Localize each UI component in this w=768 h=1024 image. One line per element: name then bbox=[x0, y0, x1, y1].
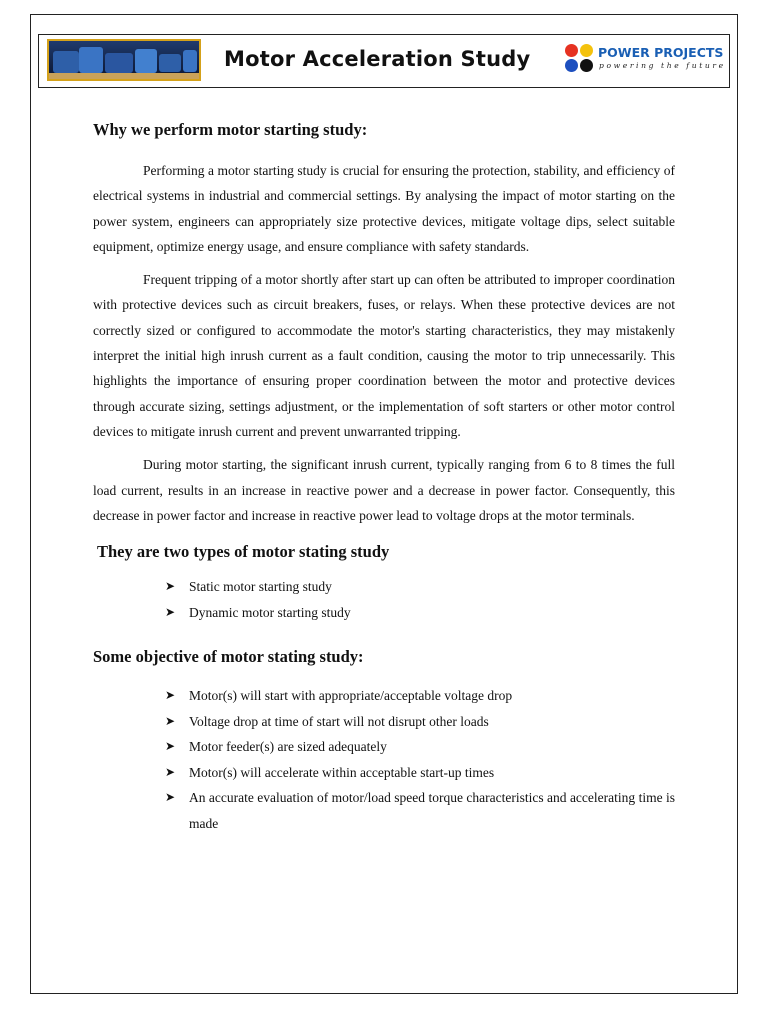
logo-tagline: powering the future bbox=[599, 61, 726, 70]
heading-objectives: Some objective of motor stating study: bbox=[93, 647, 364, 667]
list-item: ➤ Voltage drop at time of start will not disrupt other loads bbox=[165, 709, 675, 735]
heading-types: They are two types of motor stating study bbox=[97, 542, 390, 562]
arrow-bullet-icon: ➤ bbox=[165, 713, 176, 728]
motors-banner-image bbox=[47, 39, 201, 81]
logo-name: POWER PROJECTS bbox=[598, 45, 724, 60]
list-item: ➤ Dynamic motor starting study bbox=[165, 600, 675, 626]
arrow-bullet-icon: ➤ bbox=[165, 764, 176, 779]
types-list bbox=[93, 574, 675, 625]
power-projects-logo bbox=[565, 44, 727, 80]
list-item: ➤ Motor(s) will accelerate within acceptable start-up times bbox=[165, 760, 675, 786]
arrow-bullet-icon: ➤ bbox=[165, 790, 176, 805]
heading-why: Why we perform motor starting study: bbox=[93, 120, 368, 139]
paragraph-2: Frequent tripping of a motor shortly after start up can often be attributed to improper coordination with protective devices such as circuit breakers, fuses, or relays. When these protective devices are not correctly sized or configured to accommodate the motor's starting characteristics, they may mistakenly interpret the initial high inrush current as a fault condition, causing the motor to trip unnecessarily. This highlights the importance of ensuring proper coordination between the motor and protective devices through accurate sizing, settings adjustment, or the implementation of soft starters or other motor control devices to mitigate inrush current and prevent unwarranted tripping. bbox=[93, 272, 675, 439]
paragraph-3: During motor starting, the significant inrush current, typically ranging from 6 to 8 times the full load current, results in an increase in reactive power and a decrease in power factor. Consequently, this decrease in power factor and increase in reactive power lead to voltage drops at the motor terminals. bbox=[93, 457, 675, 523]
document-title: Motor Acceleration Study bbox=[224, 47, 531, 71]
arrow-bullet-icon: ➤ bbox=[165, 579, 176, 594]
arrow-bullet-icon: ➤ bbox=[165, 739, 176, 754]
page-header bbox=[38, 34, 730, 88]
arrow-bullet-icon: ➤ bbox=[165, 688, 176, 703]
list-item: ➤ An accurate evaluation of motor/load speed torque characteristics and accelerating time is made bbox=[165, 785, 675, 836]
list-item: ➤ Motor(s) will start with appropriate/acceptable voltage drop bbox=[165, 683, 675, 709]
page-content bbox=[93, 120, 675, 836]
objectives-list bbox=[93, 683, 675, 836]
logo-dots-icon bbox=[565, 44, 595, 74]
list-item: ➤ Static motor starting study bbox=[165, 574, 675, 600]
arrow-bullet-icon: ➤ bbox=[165, 604, 176, 619]
paragraph-1: Performing a motor starting study is crucial for ensuring the protection, stability, and efficiency of electrical systems in industrial and commercial settings. By analysing the impact of motor starting on the power system, engineers can appropriately size protective devices, mitigate voltage dips, select suitable equipment, optimize energy usage, and ensure compliance with safety standards. bbox=[93, 163, 675, 254]
list-item: ➤ Motor feeder(s) are sized adequately bbox=[165, 734, 675, 760]
